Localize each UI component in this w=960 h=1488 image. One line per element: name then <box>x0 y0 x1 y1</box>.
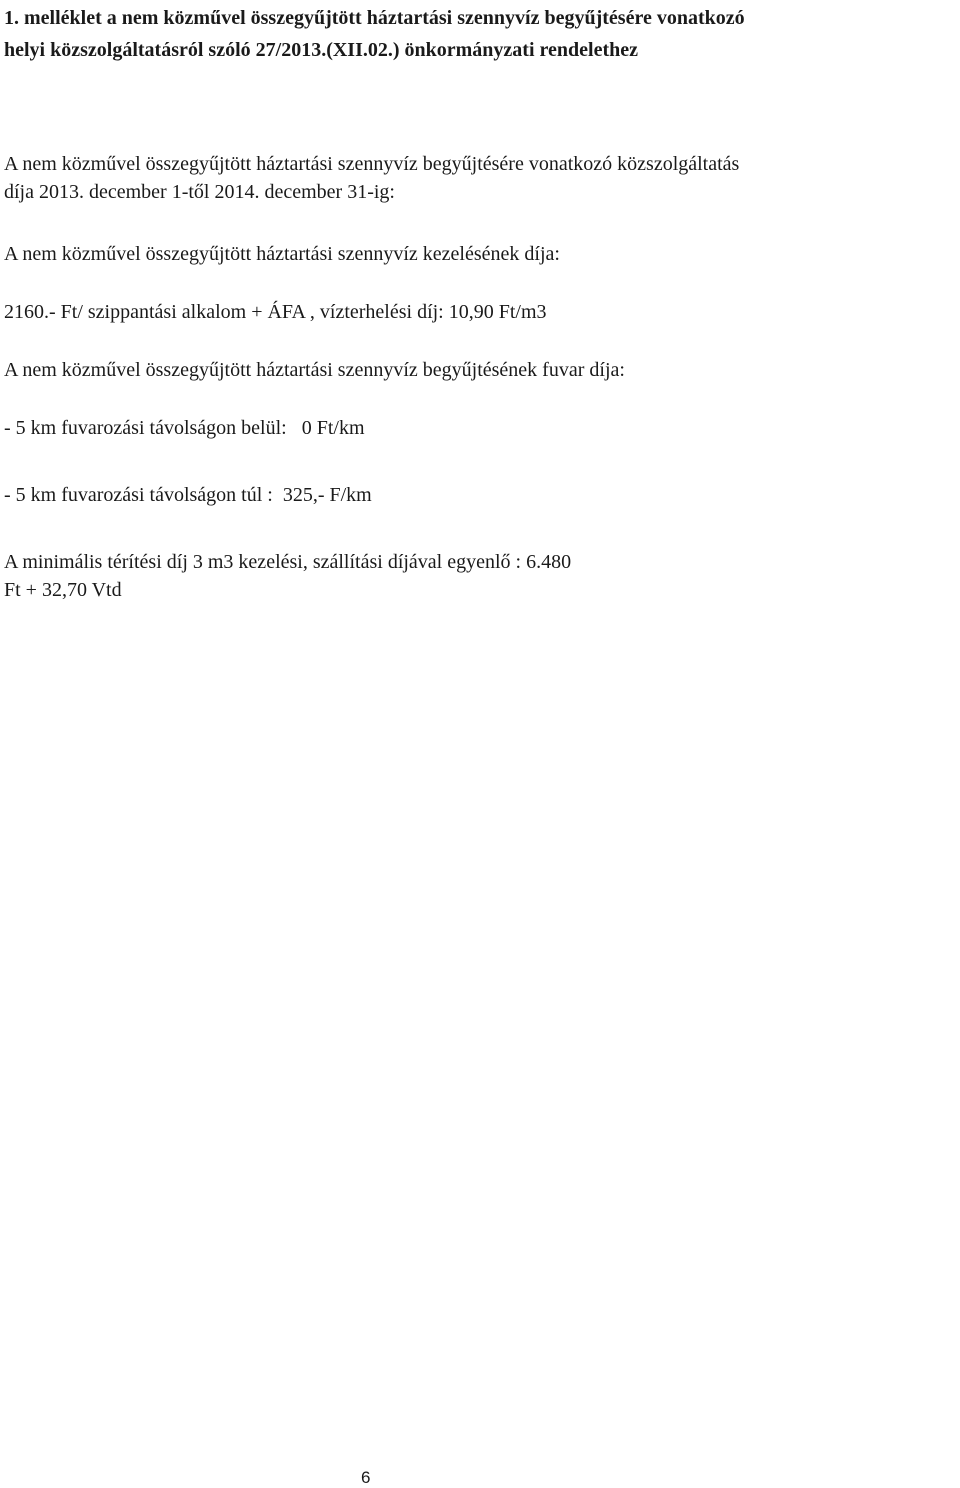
transport-fee-heading: A nem közművel összegyűjtött háztartási szennyvíz begyűjtésének fuvar díja: <box>4 359 625 381</box>
transport-fee-within-5km: - 5 km fuvarozási távolságon belül: 0 Ft/km <box>4 417 365 439</box>
intro-line-1: A nem közművel összegyűjtött háztartási szennyvíz begyűjtésére vonatkozó közszolgáltatás <box>4 153 740 175</box>
title-line-1: 1. melléklet a nem közművel összegyűjtött háztartási szennyvíz begyűjtésére vonatkozó <box>4 7 745 29</box>
treatment-fee-value: 2160.- Ft/ szippantási alkalom + ÁFA , vízterhelési díj: 10,90 Ft/m3 <box>4 301 547 323</box>
intro-line-2: díja 2013. december 1-től 2014. december 31-ig: <box>4 181 395 203</box>
intro-paragraph <box>4 150 954 206</box>
minimum-fee-line-1: A minimális térítési díj 3 m3 kezelési, szállítási díjával egyenlő : 6.480 <box>4 551 572 573</box>
page-number: 6 <box>361 1468 371 1487</box>
title-line-2: helyi közszolgáltatásról szóló 27/2013.(XII.02.) önkormányzati rendelethez <box>4 39 639 61</box>
treatment-fee-heading: A nem közművel összegyűjtött háztartási szennyvíz kezelésének díja: <box>4 243 560 265</box>
minimum-fee-line-2: Ft + 32,70 Vtd <box>4 579 122 601</box>
minimum-fee-paragraph <box>4 548 954 604</box>
document-title <box>4 2 954 66</box>
transport-fee-beyond-5km: - 5 km fuvarozási távolságon túl : 325,- F/km <box>4 484 372 506</box>
